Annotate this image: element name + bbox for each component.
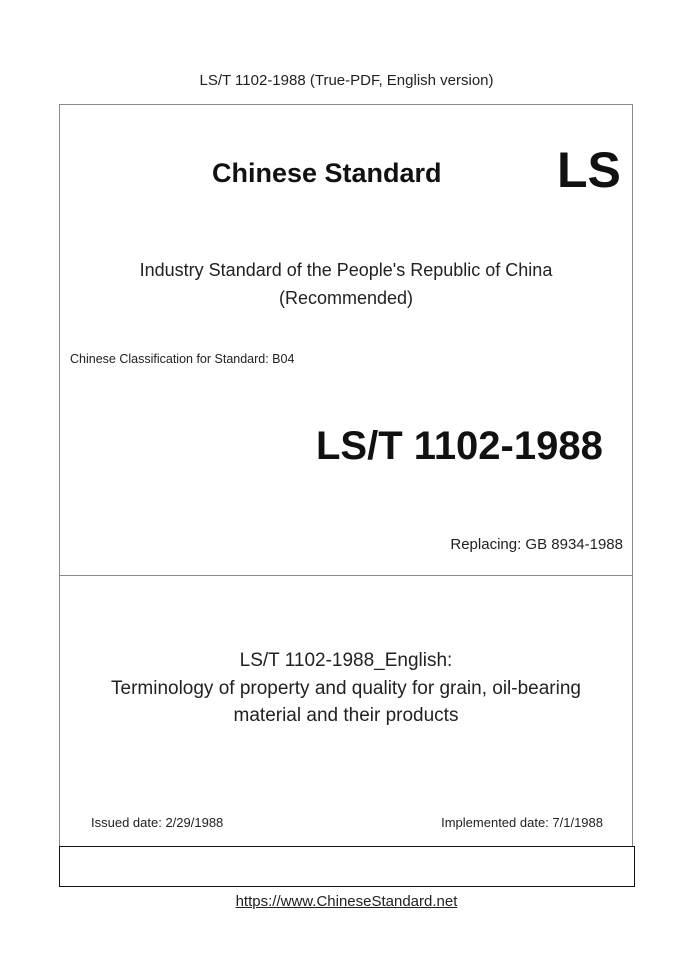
cover-frame xyxy=(59,104,633,885)
ls-mark: LS xyxy=(557,142,621,198)
industry-line-1: Industry Standard of the People's Republic of China xyxy=(139,260,553,280)
website-link[interactable]: https://www.ChineseStandard.net xyxy=(235,893,458,910)
industry-line-2: (Recommended) xyxy=(278,288,414,308)
replacing-note: Replacing: GB 8934-1988 xyxy=(450,536,623,553)
document-title-line-3: material and their products xyxy=(233,705,459,726)
standard-number: LS/T 1102-1988 xyxy=(316,424,603,468)
implemented-date: Implemented date: 7/1/1988 xyxy=(441,815,603,830)
standard-title: Chinese Standard xyxy=(212,158,442,188)
document-title-line-2: Terminology of property and quality for grain, oil-bearing xyxy=(111,678,581,699)
issued-date: Issued date: 2/29/1988 xyxy=(91,815,224,830)
footer-box xyxy=(59,846,635,887)
classification: Chinese Classification for Standard: B04 xyxy=(70,352,295,366)
document-title-line-1: LS/T 1102-1988_English: xyxy=(239,650,453,671)
section-divider xyxy=(59,575,633,576)
page-header: LS/T 1102-1988 (True-PDF, English version) xyxy=(199,72,494,89)
